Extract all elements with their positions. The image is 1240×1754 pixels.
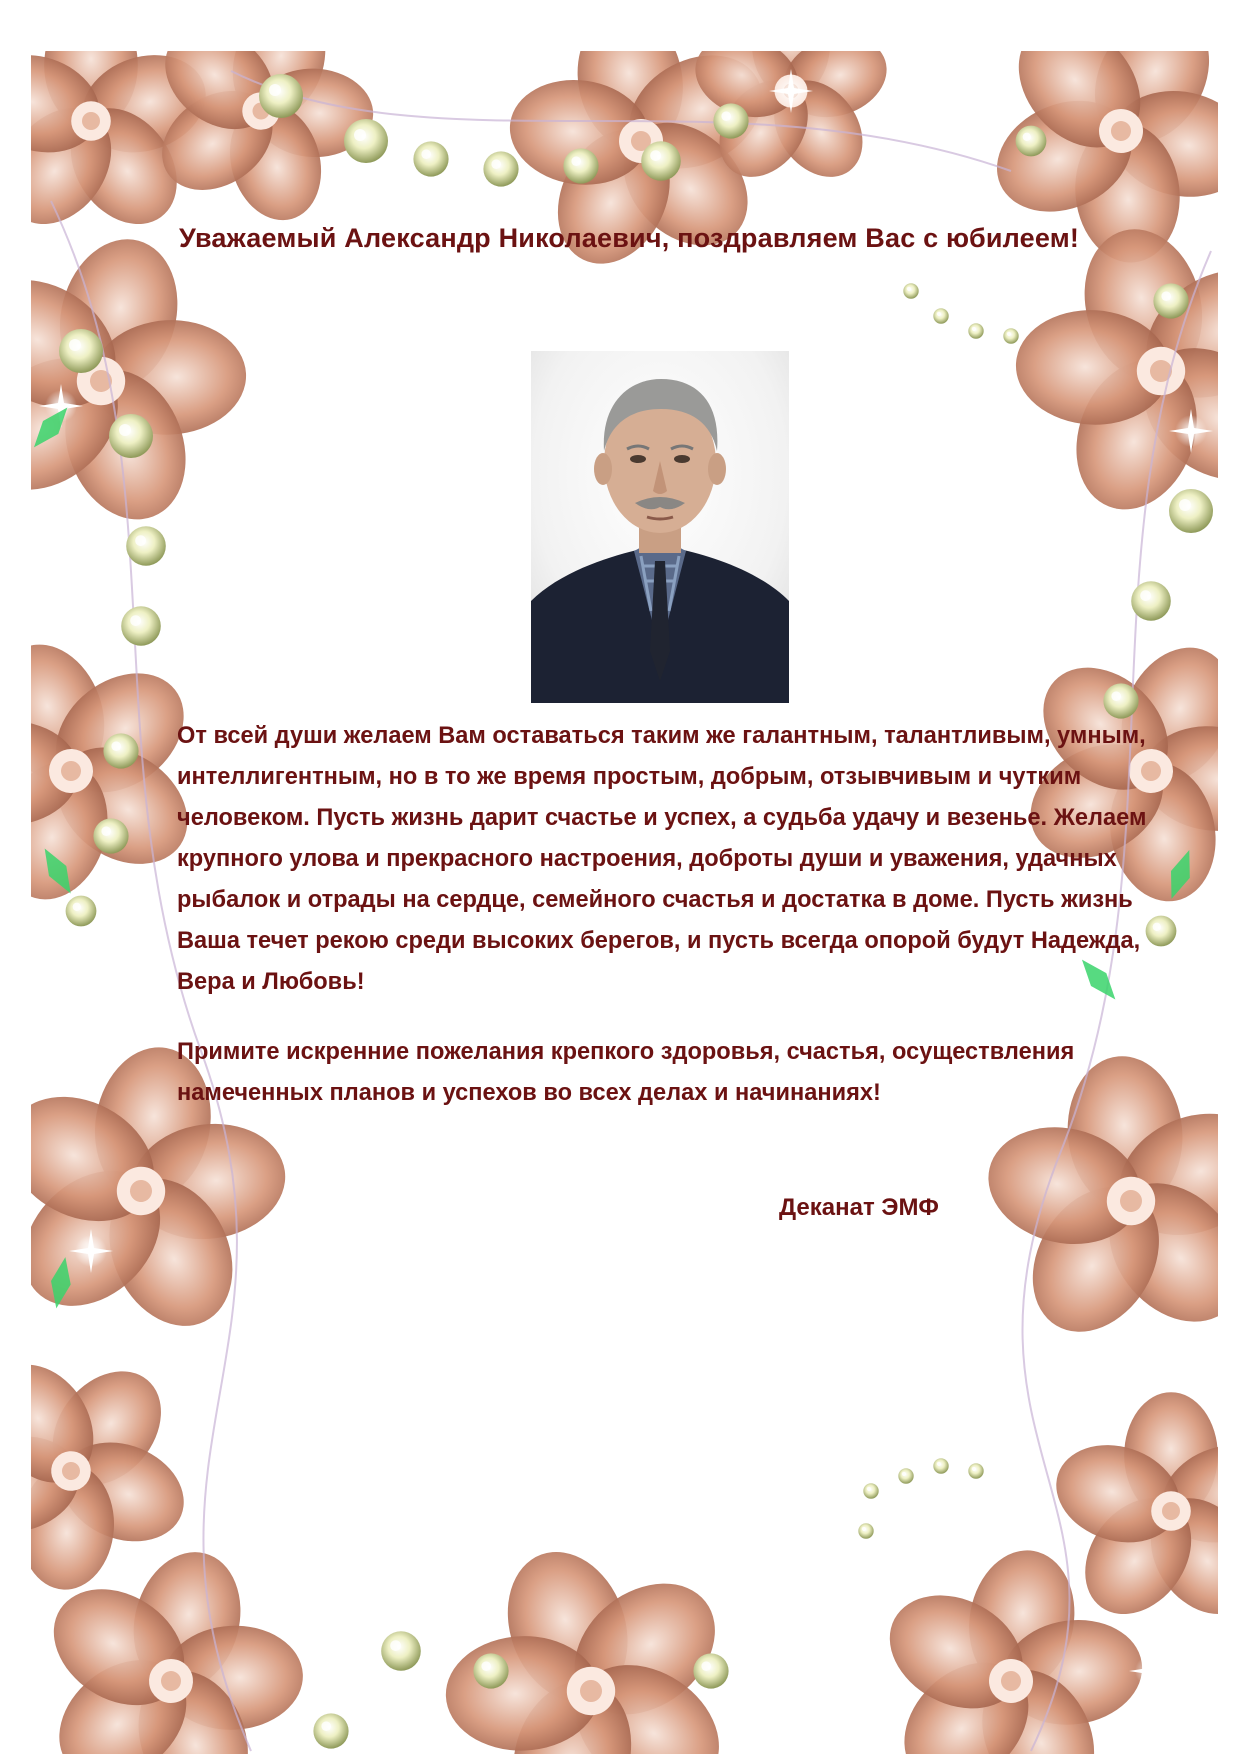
letter-body — [31, 51, 1218, 1754]
signature: Деканат ЭМФ — [779, 1194, 939, 1221]
portrait-photo — [531, 351, 789, 703]
greeting-heading: Уважаемый Александр Николаевич, поздравляем Вас с юбилеем! — [179, 223, 1080, 253]
closing-paragraph: Примите искренние пожелания крепкого здоровья, счастья, осуществления намеченных планов и успехов во всех делах и начинаниях! — [177, 1039, 1075, 1106]
greeting-page — [31, 51, 1218, 1754]
wishes-paragraph: От всей души желаем Вам оставаться таким же галантным, талантливым, умным, интеллигентным, но в то же время простым, добрым, отзывчивым и чутким человеком. Пусть жизнь дарит счастье и успех, а судьба удачу и везенье. Желаем крупного улова и прекрасного настроения, доброты души и уважения, удачных рыбалок и отрады на сердце, семейного счастья и достатка в доме. Пусть жизнь Ваша течет рекою среди высоких берегов, и пусть всегда опорой будут Надежда, Вера и Любовь! — [177, 723, 1147, 995]
